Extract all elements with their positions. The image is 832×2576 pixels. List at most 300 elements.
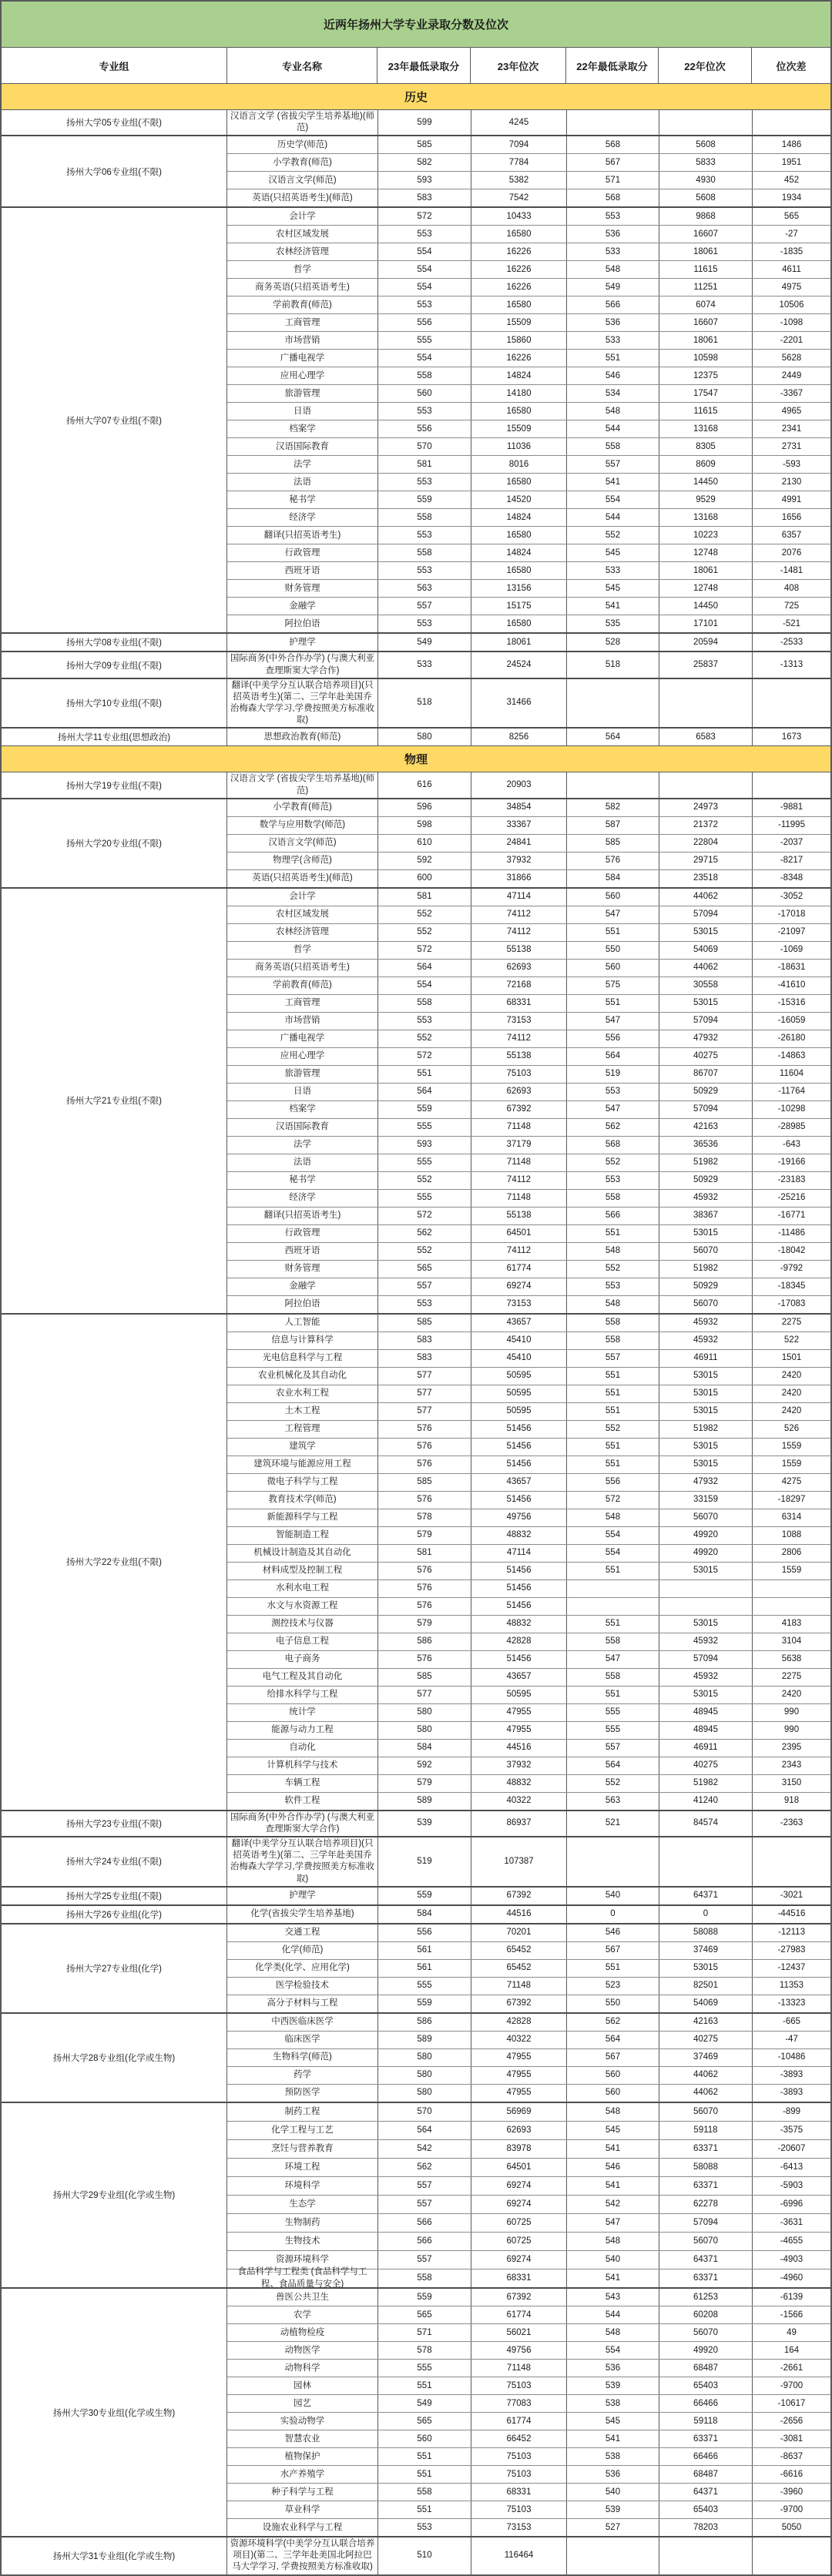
rank-diff-cell: 2420 — [752, 1403, 830, 1420]
score-22-cell: 555 — [566, 1704, 659, 1721]
table-row — [227, 402, 830, 420]
rank-diff-cell: 1934 — [752, 189, 830, 206]
rank-23-cell: 83978 — [471, 2140, 566, 2158]
major-name-cell: 国际商务(中外合作办学) (与澳大利亚查理斯窦大学合作) — [230, 1812, 375, 1834]
score-22-cell: 550 — [566, 1995, 659, 2012]
rank-22-cell: 24973 — [659, 799, 752, 816]
group-row — [2, 1810, 830, 1836]
rank-23-cell: 44516 — [471, 1740, 566, 1757]
rank-22-cell — [659, 1837, 752, 1886]
score-22-cell: 547 — [566, 1101, 659, 1118]
table-row — [227, 561, 830, 579]
score-23-cell: 553 — [377, 1013, 471, 1030]
major-name-cell: 会计学 — [289, 211, 316, 221]
major-name-cell: 商务英语(只招英语考生) — [255, 282, 350, 292]
major-name-cell: 英语(只招英语考生)(师范) — [252, 193, 353, 203]
score-23-cell: 580 — [377, 2085, 471, 2102]
major-name-cell: 环境科学 — [284, 2180, 320, 2190]
rank-diff-cell: -20607 — [752, 2140, 830, 2158]
rank-23-cell: 16580 — [471, 296, 566, 313]
table-row — [227, 1995, 830, 2012]
group-rows — [226, 2103, 830, 2287]
major-name-cell: 植物保护 — [284, 2451, 320, 2461]
rank-23-cell: 55138 — [471, 942, 566, 959]
major-name-cell: 财务管理 — [284, 1264, 320, 1274]
score-22-cell: 554 — [566, 1545, 659, 1562]
rank-23-cell: 43657 — [471, 1315, 566, 1332]
score-23-cell: 557 — [377, 2177, 471, 2195]
table-row — [227, 2377, 830, 2394]
table-row — [227, 941, 830, 959]
table-row — [227, 171, 830, 189]
score-23-cell: 576 — [377, 1439, 471, 1455]
table-row — [227, 1189, 830, 1207]
rank-22-cell: 18061 — [659, 332, 752, 349]
rank-22-cell: 37469 — [659, 2049, 752, 2066]
major-name-cell: 汉语言文学 (省拔尖学生培养基地)(师范) — [230, 112, 375, 133]
rank-22-cell: 50929 — [659, 1084, 752, 1100]
rank-22-cell: 51982 — [659, 1261, 752, 1278]
major-name-cell: 新能源科学与工程 — [267, 1512, 338, 1522]
table-row — [227, 2195, 830, 2213]
score-22-cell: 521 — [566, 1811, 659, 1836]
score-22-cell: 563 — [566, 1793, 659, 1810]
rank-23-cell: 60725 — [471, 2233, 566, 2250]
score-22-cell: 551 — [566, 1403, 659, 1420]
rank-diff-cell: 725 — [752, 598, 830, 615]
rank-23-cell: 71148 — [471, 1154, 566, 1171]
rank-22-cell: 53015 — [659, 1563, 752, 1579]
rank-22-cell: 53015 — [659, 1225, 752, 1242]
score-22-cell: 548 — [566, 1243, 659, 1260]
rank-23-cell: 37932 — [471, 1757, 566, 1774]
rank-23-cell: 65452 — [471, 1942, 566, 1959]
table-row — [227, 959, 830, 976]
group-label: 扬州大学31专业组(化学或生物) — [52, 2551, 176, 2561]
major-name-cell: 翻译(只招英语考生) — [263, 1211, 341, 1221]
table-row — [227, 634, 830, 651]
score-23-cell: 576 — [377, 1598, 471, 1615]
major-name-cell: 土木工程 — [284, 1406, 320, 1416]
table-row — [227, 852, 830, 869]
rank-23-cell: 18061 — [471, 634, 566, 651]
rank-diff-cell: 2420 — [752, 1368, 830, 1385]
rank-22-cell: 44062 — [659, 889, 752, 906]
table-row — [227, 772, 830, 797]
rank-23-cell: 50595 — [471, 1368, 566, 1385]
score-22-cell: 547 — [566, 906, 659, 923]
table-row — [227, 976, 830, 994]
score-22-cell: 551 — [566, 1225, 659, 1242]
rank-23-cell: 47114 — [471, 1545, 566, 1562]
score-23-cell: 570 — [377, 438, 471, 455]
rank-22-cell: 46911 — [659, 1740, 752, 1757]
score-23-cell: 579 — [377, 1775, 471, 1792]
rank-diff-cell: -9700 — [752, 2501, 830, 2518]
score-22-cell: 0 — [566, 1906, 659, 1923]
table-row — [227, 1509, 830, 1526]
rank-diff-cell: -6413 — [752, 2159, 830, 2176]
score-23-cell: 579 — [377, 1616, 471, 1633]
score-23-cell: 561 — [377, 1942, 471, 1959]
major-name-cell: 智慧农业 — [284, 2434, 320, 2444]
header-rank-diff: 位次差 — [751, 48, 830, 83]
rank-diff-cell: 10506 — [752, 296, 830, 313]
major-name-cell: 园林 — [294, 2380, 311, 2390]
header-rank-23: 23年位次 — [470, 48, 565, 83]
score-22-cell: 557 — [566, 1740, 659, 1757]
score-23-cell: 553 — [377, 226, 471, 243]
score-23-cell: 564 — [377, 960, 471, 976]
table-row — [227, 508, 830, 526]
score-22-cell: 541 — [566, 2177, 659, 2195]
score-23-cell: 559 — [377, 491, 471, 508]
major-name-cell: 护理学 — [289, 1891, 316, 1901]
rank-diff-cell: -4655 — [752, 2233, 830, 2250]
group-rows — [226, 1315, 830, 1810]
table-row — [227, 2359, 830, 2377]
rank-22-cell: 63371 — [659, 2177, 752, 2195]
rank-diff-cell: -12113 — [752, 1924, 830, 1941]
rank-22-cell: 57094 — [659, 906, 752, 923]
major-name-cell: 烹饪与营养教育 — [271, 2143, 334, 2153]
group-label: 扬州大学23专业组(不限) — [66, 1819, 162, 1829]
group-rows — [226, 2289, 830, 2536]
major-name-cell: 应用心理学 — [280, 370, 325, 380]
rank-23-cell: 55138 — [471, 1048, 566, 1065]
rank-diff-cell: 1673 — [752, 729, 830, 745]
score-22-cell: 533 — [566, 562, 659, 579]
score-22-cell: 553 — [566, 1278, 659, 1295]
score-22-cell: 557 — [566, 456, 659, 473]
major-name-cell: 农业机械化及其自动化 — [258, 1371, 347, 1381]
rank-22-cell: 58088 — [659, 2159, 752, 2176]
table-row — [227, 2447, 830, 2465]
major-name-cell: 旅游管理 — [284, 388, 320, 398]
rank-22-cell: 82501 — [659, 1978, 752, 1995]
rank-diff-cell: 6314 — [752, 1509, 830, 1526]
major-name-cell: 法语 — [294, 477, 311, 487]
rank-23-cell: 5382 — [471, 172, 566, 189]
rank-diff-cell: 6357 — [752, 527, 830, 544]
score-22-cell: 558 — [566, 1190, 659, 1207]
table-row — [227, 2269, 830, 2287]
rank-diff-cell: -11486 — [752, 1225, 830, 1242]
table-row — [227, 2031, 830, 2048]
score-22-cell: 564 — [566, 2032, 659, 2048]
rank-22-cell — [659, 1598, 752, 1615]
rank-22-cell: 4930 — [659, 172, 752, 189]
table-row — [227, 2213, 830, 2232]
rank-diff-cell: 1088 — [752, 1527, 830, 1544]
group-label: 扬州大学20专业组(不限) — [66, 839, 162, 849]
group-row — [2, 1836, 830, 1886]
rank-23-cell: 51456 — [471, 1456, 566, 1473]
rank-diff-cell — [752, 1598, 830, 1615]
rank-diff-cell: -11995 — [752, 817, 830, 834]
score-23-cell: 585 — [377, 1474, 471, 1491]
group-label: 扬州大学28专业组(化学或生物) — [52, 2053, 176, 2063]
score-22-cell: 558 — [566, 1332, 659, 1349]
score-22-cell: 558 — [566, 1315, 659, 1332]
header-min-score-22: 22年最低录取分 — [565, 48, 658, 83]
major-name-cell: 生物制药 — [284, 2217, 320, 2227]
major-name-cell: 给排水科学与工程 — [267, 1690, 338, 1700]
score-23-cell: 562 — [377, 1225, 471, 1242]
score-23-cell: 555 — [377, 1154, 471, 1171]
rank-22-cell: 44062 — [659, 2067, 752, 2084]
group-rows — [226, 2537, 830, 2574]
rank-23-cell: 56969 — [471, 2103, 566, 2121]
rank-23-cell: 15509 — [471, 420, 566, 437]
table-row — [227, 1047, 830, 1065]
group-row — [2, 2287, 830, 2536]
score-23-cell: 558 — [377, 995, 471, 1012]
rank-22-cell: 64371 — [659, 1888, 752, 1904]
rank-22-cell: 56070 — [659, 1296, 752, 1313]
rank-23-cell: 16580 — [471, 562, 566, 579]
rank-22-cell: 68487 — [659, 2360, 752, 2377]
rank-23-cell: 56021 — [471, 2324, 566, 2341]
major-name-cell: 兽医公共卫生 — [276, 2292, 329, 2302]
major-name-cell: 种子科学与工程 — [271, 2487, 334, 2497]
rank-diff-cell: -18345 — [752, 1278, 830, 1295]
major-name-cell: 翻译(只招英语考生) — [263, 530, 341, 540]
rank-diff-cell: -2656 — [752, 2413, 830, 2430]
table-row — [227, 1739, 830, 1757]
major-name-cell: 哲学 — [294, 945, 311, 955]
major-name-cell: 汉语言文学(师范) — [268, 175, 337, 185]
rank-23-cell: 45410 — [471, 1350, 566, 1367]
score-23-cell: 566 — [377, 2233, 471, 2250]
table-row — [227, 729, 830, 745]
score-23-cell: 600 — [377, 870, 471, 887]
score-23-cell: 580 — [377, 729, 471, 745]
score-22-cell: 567 — [566, 1942, 659, 1959]
major-name-cell: 市场营销 — [284, 1016, 320, 1026]
score-23-cell: 554 — [377, 261, 471, 278]
table-row — [227, 1385, 830, 1402]
score-22-cell: 539 — [566, 2501, 659, 2518]
rank-22-cell: 33159 — [659, 1492, 752, 1509]
rank-23-cell: 40322 — [471, 1793, 566, 1810]
rank-diff-cell: -2533 — [752, 634, 830, 651]
major-name-cell: 资源环境科学(中美学分互认联合培养项目)(第二、三学年赴美国北阿拉巴马大学学习, 学费按照美方标准收取) — [230, 2539, 375, 2572]
score-23-cell: 577 — [377, 1403, 471, 1420]
rank-diff-cell: 4611 — [752, 261, 830, 278]
group-label: 扬州大学06专业组(不限) — [66, 167, 162, 177]
score-22-cell: 545 — [566, 2413, 659, 2430]
rank-diff-cell: 408 — [752, 580, 830, 597]
score-22-cell: 568 — [566, 1137, 659, 1154]
major-name-cell: 数学与应用数学(师范) — [259, 820, 346, 830]
rank-diff-cell: -899 — [752, 2103, 830, 2121]
major-name-cell: 园艺 — [294, 2398, 311, 2408]
score-23-cell: 518 — [377, 679, 471, 728]
rank-diff-cell: -4960 — [752, 2269, 830, 2287]
score-22-cell: 536 — [566, 226, 659, 243]
rank-23-cell: 47955 — [471, 2085, 566, 2102]
score-22-cell: 550 — [566, 942, 659, 959]
table-row — [227, 1597, 830, 1615]
score-22-cell: 560 — [566, 2085, 659, 2102]
rank-diff-cell: -17083 — [752, 1296, 830, 1313]
score-23-cell: 551 — [377, 2501, 471, 2518]
score-22-cell — [566, 110, 659, 135]
rank-23-cell: 50595 — [471, 1687, 566, 1703]
rank-22-cell: 56070 — [659, 2103, 752, 2121]
major-name-cell: 中西医临床医学 — [271, 2017, 334, 2027]
rank-23-cell: 69274 — [471, 1278, 566, 1295]
rank-22-cell: 64371 — [659, 2484, 752, 2501]
rank-22-cell: 45932 — [659, 1190, 752, 1207]
group-label: 扬州大学26专业组(化学) — [66, 1910, 162, 1920]
rank-22-cell: 59118 — [659, 2413, 752, 2430]
rank-23-cell: 42828 — [471, 1633, 566, 1650]
rank-22-cell: 49920 — [659, 1545, 752, 1562]
rank-diff-cell: -18042 — [752, 1243, 830, 1260]
score-22-cell: 545 — [566, 580, 659, 597]
rank-22-cell: 36536 — [659, 1137, 752, 1154]
rank-23-cell: 51456 — [471, 1651, 566, 1668]
rank-diff-cell: 2420 — [752, 1687, 830, 1703]
score-22-cell: 572 — [566, 1492, 659, 1509]
rank-23-cell: 55138 — [471, 1208, 566, 1224]
rank-diff-cell: 2806 — [752, 1545, 830, 1562]
rank-22-cell: 25837 — [659, 652, 752, 677]
rank-22-cell: 11615 — [659, 403, 752, 420]
rank-diff-cell: 918 — [752, 1793, 830, 1810]
rank-22-cell: 40275 — [659, 1757, 752, 1774]
major-name-cell: 制药工程 — [284, 2106, 320, 2116]
score-23-cell: 580 — [377, 2049, 471, 2066]
score-23-cell: 570 — [377, 2103, 471, 2121]
major-name-cell: 生物技术 — [284, 2236, 320, 2246]
rank-diff-cell: -27983 — [752, 1942, 830, 1959]
score-22-cell: 564 — [566, 1048, 659, 1065]
major-name-cell: 秘书学 — [289, 1175, 316, 1185]
rank-22-cell: 12375 — [659, 367, 752, 384]
score-22-cell: 535 — [566, 615, 659, 632]
rank-diff-cell — [752, 110, 830, 135]
score-23-cell: 552 — [377, 1030, 471, 1047]
rank-22-cell: 53015 — [659, 1456, 752, 1473]
table-row — [227, 2084, 830, 2102]
rank-23-cell: 33367 — [471, 817, 566, 834]
score-23-cell: 556 — [377, 1924, 471, 1941]
score-23-cell: 564 — [377, 2122, 471, 2139]
score-23-cell: 552 — [377, 924, 471, 941]
table-row — [227, 994, 830, 1012]
rank-diff-cell: -11764 — [752, 1084, 830, 1100]
rank-22-cell: 63371 — [659, 2140, 752, 2158]
table-row — [227, 1295, 830, 1313]
rank-23-cell: 8016 — [471, 456, 566, 473]
group-rows — [226, 729, 830, 745]
table-row — [227, 2501, 830, 2518]
table-row — [227, 889, 830, 906]
major-name-cell: 农业水利工程 — [276, 1388, 329, 1399]
rank-diff-cell: 452 — [752, 172, 830, 189]
rank-23-cell: 107387 — [471, 1837, 566, 1886]
score-22-cell: 547 — [566, 1651, 659, 1668]
score-22-cell: 540 — [566, 2484, 659, 2501]
score-23-cell: 552 — [377, 1172, 471, 1189]
rank-diff-cell: -3052 — [752, 889, 830, 906]
rank-diff-cell: -47 — [752, 2032, 830, 2048]
rank-diff-cell: -12437 — [752, 1960, 830, 1977]
group-label: 扬州大学30专业组(化学或生物) — [52, 2408, 176, 2418]
rank-22-cell: 54069 — [659, 942, 752, 959]
group-row — [2, 2536, 830, 2574]
group-label: 扬州大学11专业组(思想政治) — [57, 733, 171, 743]
major-name-cell: 农林经济管理 — [276, 927, 329, 937]
score-23-cell: 578 — [377, 1509, 471, 1526]
table-row — [227, 2014, 830, 2031]
page-title: 近两年扬州大学专业录取分数及位次 — [2, 2, 830, 48]
table-row — [227, 1278, 830, 1295]
major-name-cell: 翻译(中美学分互认联合培养项目)(只招英语考生)(第二、三学年赴美国乔治梅森大学学习,学费按照美方标准收取) — [230, 1839, 375, 1884]
major-name-cell: 自动化 — [289, 1743, 316, 1753]
rank-diff-cell: 2130 — [752, 474, 830, 491]
table-row — [227, 1315, 830, 1332]
score-22-cell: 564 — [566, 1757, 659, 1774]
score-23-cell: 554 — [377, 350, 471, 367]
rank-22-cell: 65403 — [659, 2377, 752, 2394]
group-rows — [226, 110, 830, 135]
rank-diff-cell: -18297 — [752, 1492, 830, 1509]
score-23-cell: 577 — [377, 1368, 471, 1385]
rank-22-cell: 47932 — [659, 1474, 752, 1491]
rank-23-cell: 14824 — [471, 509, 566, 526]
table-row — [227, 1906, 830, 1923]
major-name-cell: 化学类(化学、应用化学) — [255, 1963, 350, 1973]
rank-22-cell: 86707 — [659, 1066, 752, 1083]
rank-22-cell: 18061 — [659, 562, 752, 579]
rank-23-cell: 67392 — [471, 1995, 566, 2012]
major-name-cell: 资源环境科学 — [276, 2254, 329, 2264]
group-row — [2, 1886, 830, 1904]
table-row — [227, 1757, 830, 1774]
rank-diff-cell: -10486 — [752, 2049, 830, 2066]
rank-23-cell: 50595 — [471, 1385, 566, 1402]
group-label: 扬州大学21专业组(不限) — [66, 1097, 162, 1107]
rank-23-cell: 16226 — [471, 243, 566, 260]
score-22-cell: 519 — [566, 1066, 659, 1083]
rank-23-cell: 4245 — [471, 110, 566, 135]
rank-22-cell: 48945 — [659, 1704, 752, 1721]
rank-23-cell: 31866 — [471, 870, 566, 887]
major-name-cell: 翻译(中美学分互认联合培养项目)(只招英语考生)(第二、三学年赴美国乔治梅森大学学习,学费按照美方标准收取) — [230, 680, 375, 725]
score-22-cell: 556 — [566, 1474, 659, 1491]
rank-23-cell: 16226 — [471, 279, 566, 296]
score-23-cell: 576 — [377, 1492, 471, 1509]
rank-diff-cell — [752, 2537, 830, 2574]
rank-22-cell: 45932 — [659, 1315, 752, 1332]
rank-22-cell: 21372 — [659, 817, 752, 834]
rank-22-cell: 49920 — [659, 1527, 752, 1544]
rank-22-cell: 12748 — [659, 544, 752, 561]
score-23-cell: 586 — [377, 1633, 471, 1650]
major-name-cell: 阿拉伯语 — [284, 618, 320, 628]
major-name-cell: 化学工程与工艺 — [271, 2125, 334, 2135]
table-row — [227, 526, 830, 544]
major-name-cell: 汉语言文学 (省拔尖学生培养基地)(师范) — [230, 774, 375, 796]
rank-diff-cell: 1559 — [752, 1439, 830, 1455]
score-23-cell: 581 — [377, 456, 471, 473]
rank-23-cell: 42828 — [471, 2014, 566, 2031]
rank-23-cell: 67392 — [471, 1888, 566, 1904]
